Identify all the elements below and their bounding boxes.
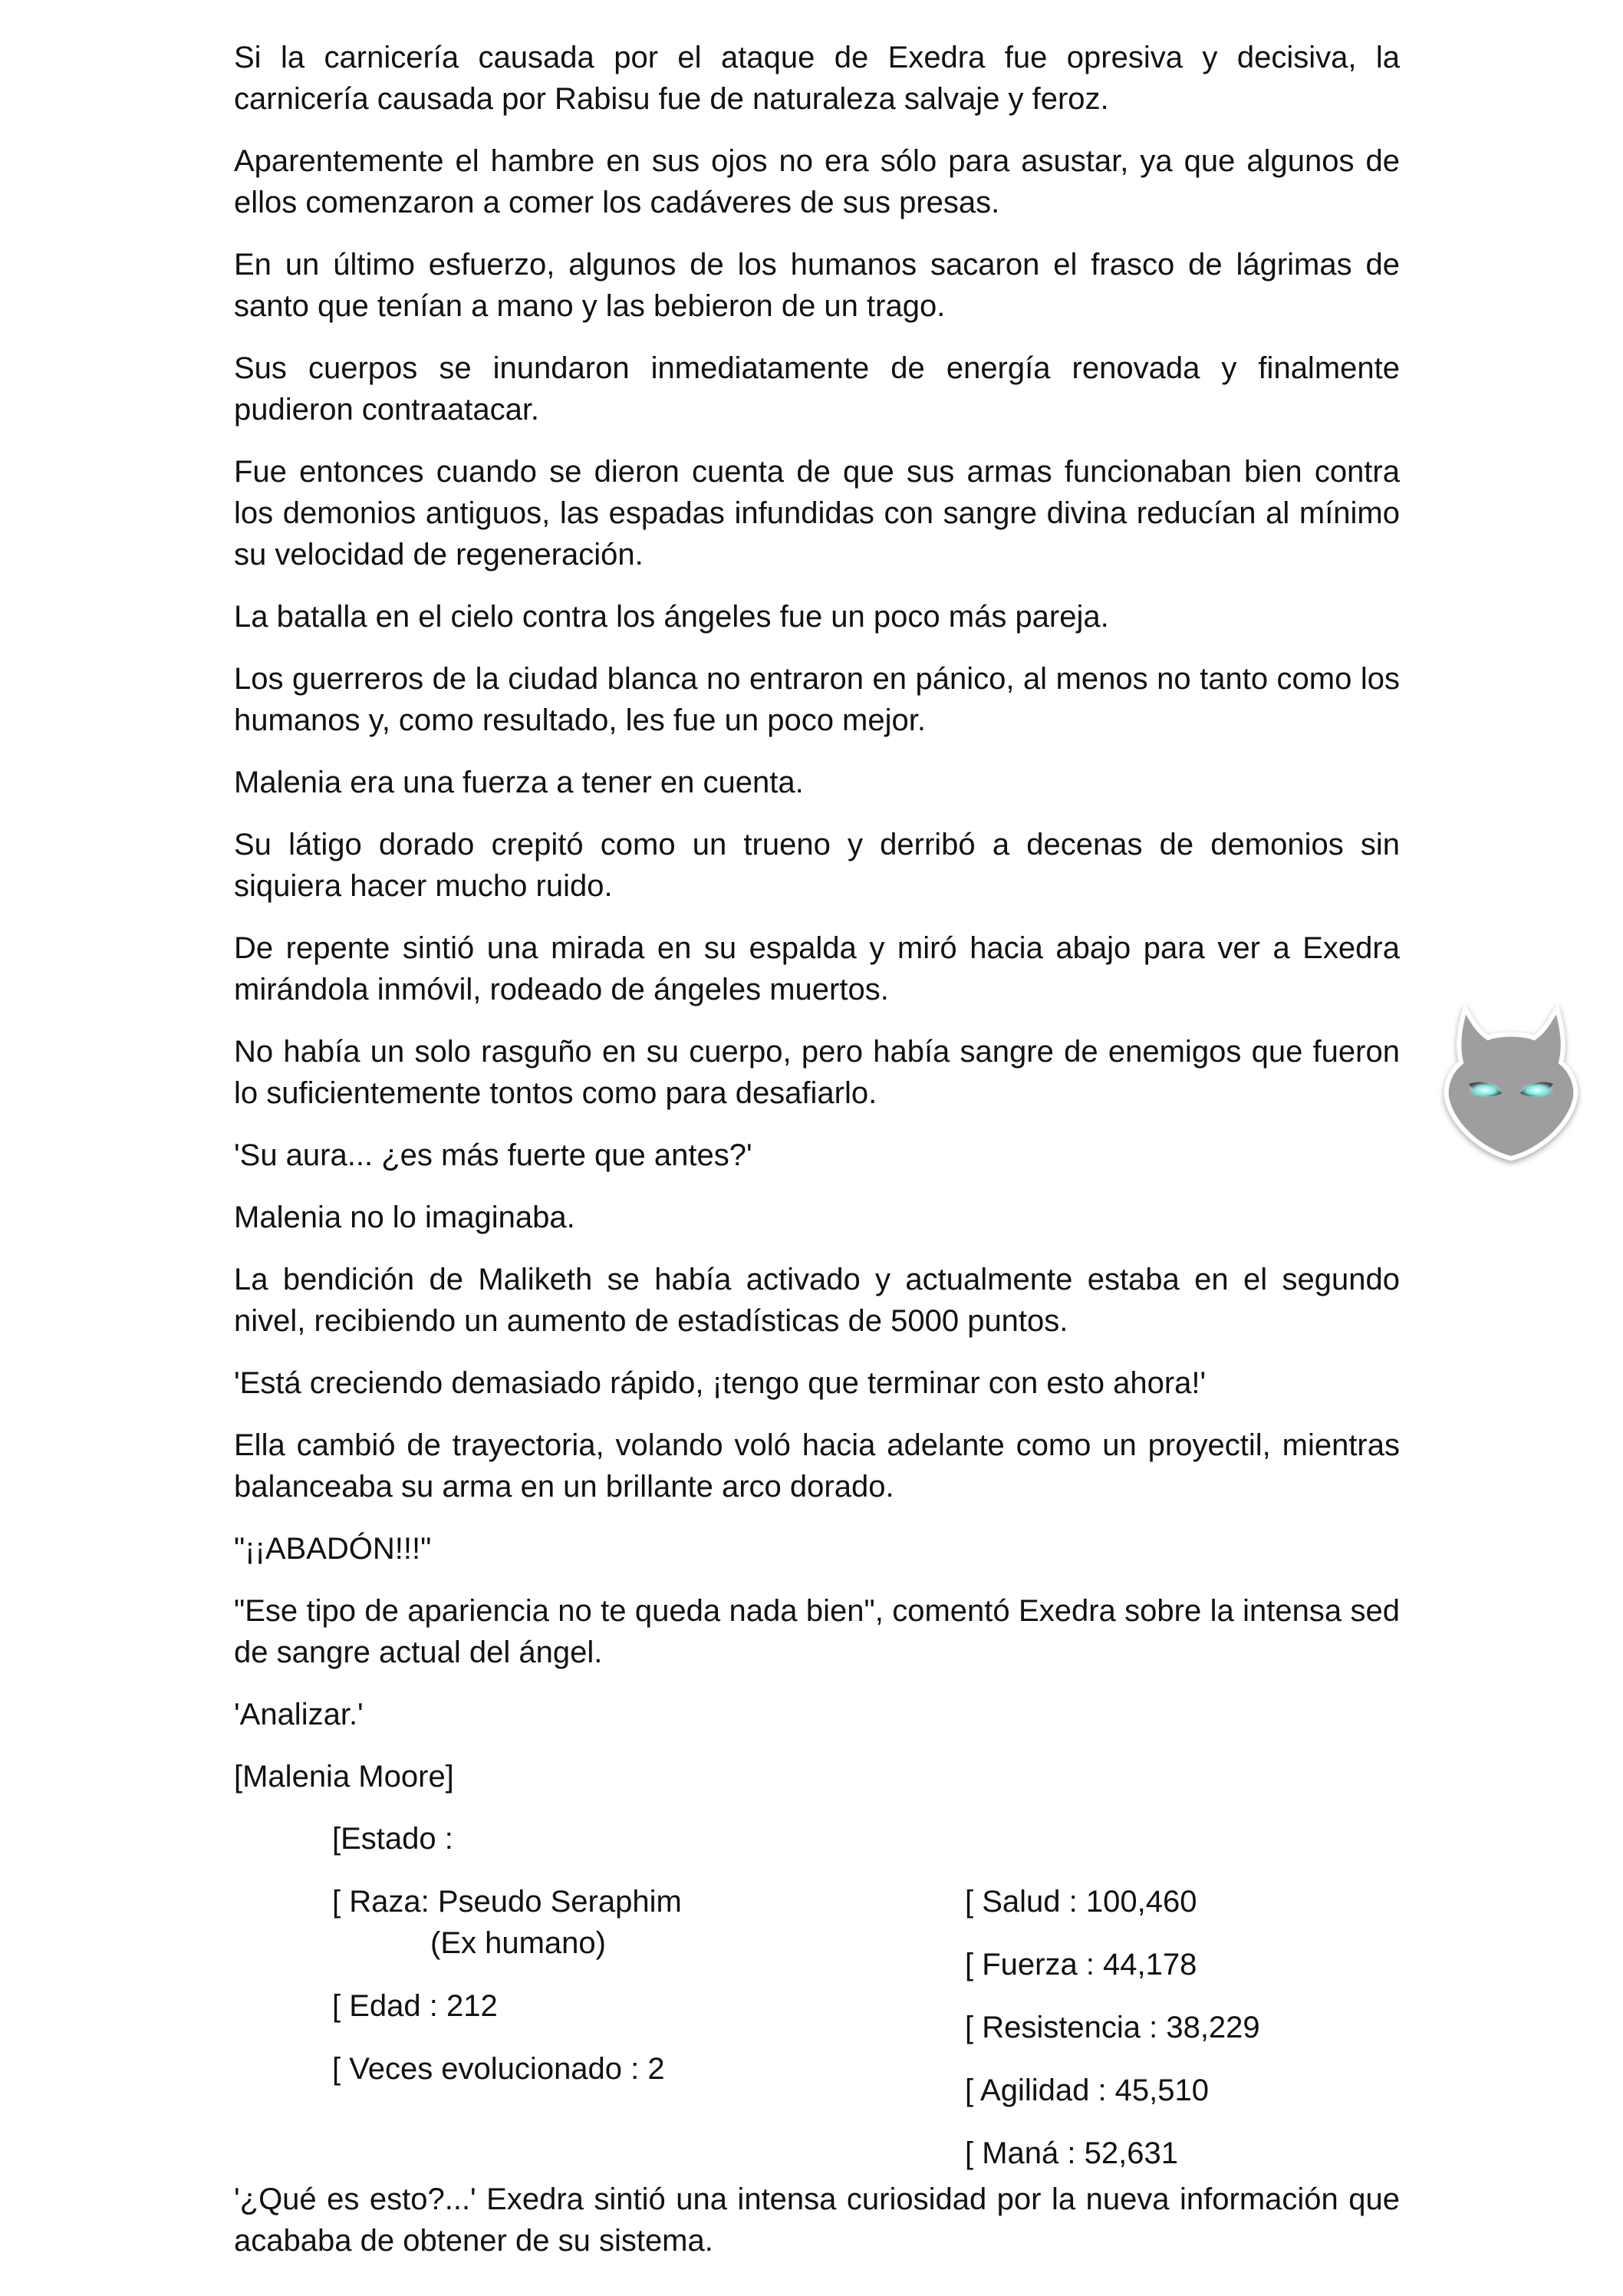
paragraph: Fue entonces cuando se dieron cuenta de que sus armas funcionaban bien contra los demonios antiguos, las espadas infundidas con sangre divina reducían al mínimo su velocidad de regeneración. (234, 455, 1400, 572)
paragraph: 'Su aura... ¿es más fuerte que antes?' (234, 1138, 752, 1172)
paragraph: '¿Qué es esto?...' Exedra sintió una intensa curiosidad por la nueva información que acababa de obtener de su sistema. (234, 2182, 1400, 2258)
paragraph: Ella cambió de trayectoria, volando voló hacia adelante como un proyectil, mientras balanceaba su arma en un brillante arco dorado. (234, 1428, 1400, 1504)
paragraph: La bendición de Maliketh se había activado y actualmente estaba en el segundo nivel, recibiendo un aumento de estadísticas de 5000 puntos. (234, 1263, 1400, 1338)
demon-head-icon (1434, 993, 1588, 1170)
paragraph: Malenia no lo imaginaba. (234, 1201, 575, 1234)
document-page (234, 37, 1400, 2282)
paragraph: No había un solo rasguño en su cuerpo, pero había sangre de enemigos que fueron lo suficientemente tontos como para desafiarlo. (234, 1035, 1400, 1110)
paragraph: Su látigo dorado crepitó como un trueno y derribó a decenas de demonios sin siquiera hacer mucho ruido. (234, 828, 1400, 903)
stat-race (332, 1881, 915, 1964)
paragraph: "¡¡ABADÓN!!!" (234, 1532, 432, 1566)
stat-health: [ Salud : 100,460 (965, 1885, 1197, 1919)
stat-agility: [ Agilidad : 45,510 (965, 2074, 1210, 2107)
paragraph: 'Analizar.' (234, 1698, 364, 1731)
paragraph: De repente sintió una mirada en su espalda y miró hacia abajo para ver a Exedra mirándola inmóvil, rodeado de ángeles muertos. (234, 931, 1400, 1006)
stat-strength: [ Fuerza : 44,178 (965, 1948, 1197, 1981)
status-left-column (332, 1881, 915, 2111)
paragraph: Aparentemente el hambre en sus ojos no era sólo para asustar, ya que algunos de ellos comenzaron a comer los cadáveres de sus presas. (234, 144, 1400, 219)
paragraph: 'Está creciendo demasiado rápido, ¡tengo que terminar con esto ahora!' (234, 1366, 1207, 1400)
paragraph: [Malenia Moore] (234, 1760, 454, 1794)
paragraph: "Ese tipo de apariencia no te queda nada bien", comentó Exedra sobre la intensa sed de sangre actual del ángel. (234, 1594, 1400, 1669)
paragraph: Malenia era una fuerza a tener en cuenta. (234, 766, 804, 799)
paragraph: Los guerreros de la ciudad blanca no entraron en pánico, al menos no tanto como los humanos y, como resultado, les fue un poco mejor. (234, 662, 1400, 737)
paragraph: Si la carnicería causada por el ataque de Exedra fue opresiva y decisiva, la carnicería causada por Rabisu fue de naturaleza salvaje y feroz. (234, 41, 1400, 116)
stat-race-line1: [ Raza: Pseudo Seraphim (332, 1885, 682, 1919)
status-window (332, 1818, 1329, 2179)
stat-age: [ Edad : 212 (332, 1989, 498, 2023)
stat-evolutions: [ Veces evolucionado : 2 (332, 2052, 665, 2086)
paragraph: Sus cuerpos se inundaron inmediatamente de energía renovada y finalmente pudieron contraatacar. (234, 351, 1400, 427)
stat-resistance: [ Resistencia : 38,229 (965, 2011, 1260, 2044)
stat-race-line2: (Ex humano) (430, 1926, 606, 1960)
status-right-column (965, 1881, 1325, 2196)
status-title: [Estado : (332, 1822, 453, 1856)
paragraph: En un último esfuerzo, algunos de los humanos sacaron el frasco de lágrimas de santo que tenían a mano y las bebieron de un trago. (234, 248, 1400, 323)
paragraph: La batalla en el cielo contra los ángeles fue un poco más pareja. (234, 600, 1109, 634)
stat-mana: [ Maná : 52,631 (965, 2136, 1178, 2170)
